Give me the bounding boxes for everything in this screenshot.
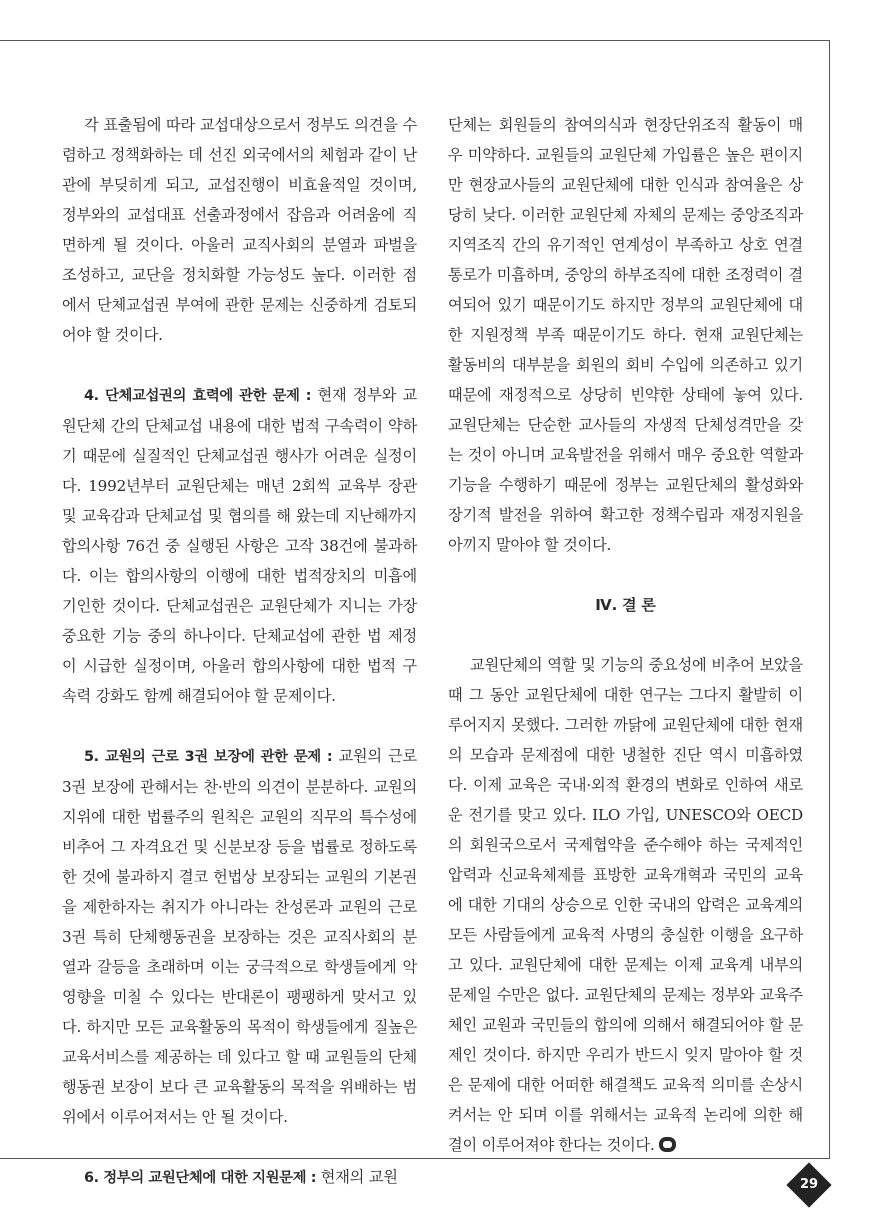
right-rule [829, 40, 830, 1158]
left-column [62, 110, 417, 1193]
left-paragraph-1: 각 표출됨에 따라 교섭대상으로서 정부도 의견을 수렴하고 정책화하는 데 선진 외국에서의 체험과 같이 난관에 부딪히게 되고, 교섭진행이 비효율적일 것이며, 정부와의 교섭대표 선출과정에서 잡음과 어려움에 직면하게 될 것이다. 아울러 교직사회의 분열과 파벌을 조성하고, 교단을 정치화할 가능성도 높다. 이러한 점에서 단체교섭권 부여에 관한 문제는 신중하게 검토되어야 할 것이다. [62, 116, 417, 344]
section-heading: Ⅳ. 결 론 [595, 596, 656, 614]
item-6-paragraph [62, 1162, 417, 1193]
page-number: 29 [799, 1177, 819, 1192]
right-paragraph-1: 단체는 회원들의 참여의식과 현장단위조직 활동이 매우 미약하다. 교원들의 교원단체 가입률은 높은 편이지만 현장교사들의 교원단체에 대한 인식과 참여율은 상당히 낮다. 이러한 교원단체 자체의 문제는 중앙조직과 지역조직 간의 유기적인 연계성이 부족하고 상호 연결통로가 미흡하며, 중앙의 하부조직에 대한 조정력이 결여되어 있기 때문이기도 하지만 정부의 교원단체에 대한 지원정책 부족 때문이기도 하다. 현재 교원단체는 활동비의 대부분을 회원의 회비 수입에 의존하고 있기 때문에 재정적으로 상당히 빈약한 상태에 놓여 있다. 교원단체는 단순한 교사들의 자생적 단체성격만을 갖는 것이 아니며 교육발전을 위해서 매우 중요한 역할과 기능을 수행하기 때문에 정부는 교원단체의 활성화와 장기적 발전을 위하여 확고한 정책수립과 재정지원을 아끼지 말아야 할 것이다. [448, 116, 803, 554]
item-6-heading: 6. 정부의 교원단체에 대한 지원문제 : [84, 1170, 317, 1186]
item-5-heading: 5. 교원의 근로 3권 보장에 관한 문제 : [84, 749, 333, 765]
item-4-heading: 4. 단체교섭권의 효력에 관한 문제 : [84, 388, 312, 404]
item-5-body: 교원의 근로 3권 보장에 관해서는 찬·반의 의견이 분분하다. 교원의 지위에 대한 법률주의 원칙은 교원의 직무의 특수성에 비추어 그 자격요건 및 신분보장 등을 법률로 정하도록 한 것에 불과하지 결코 헌법상 보장되는 교원의 기본권을 제한하자는 취지가 아니라는 찬성론과 교원의 근로 3권 특히 단체행동권을 보장하는 것은 교직사회의 분열과 갈등을 초래하며 이는 궁극적으로 학생들에게 악영향을 미칠 수 있다는 반대론이 팽팽하게 맞서고 있다. 하지만 모든 교육활동의 목적이 학생들에게 질높은 교육서비스를 제공하는 데 있다고 할 때 교원들의 단체행동권 보장이 보다 큰 교육활동의 목적을 위배하는 범위에서 이루어져서는 안 될 것이다. [62, 747, 417, 1126]
conclusion-text: 교원단체의 역할 및 기능의 중요성에 비추어 보았을 때 그 동안 교원단체에 대한 연구는 그다지 활발히 이루어지지 못했다. 그러한 까닭에 교원단체에 대한 현재의 모습과 문제점에 대한 냉철한 진단 역시 미흡하였다. 이제 교육은 국내·외적 환경의 변화로 인하여 새로운 전기를 맞고 있다. ILO 가입, UNESCO와 OECD의 회원국으로서 국제협약을 준수해야 하는 국제적인 압력과 신교육체제를 표방한 교육개혁과 국민의 교육에 대한 기대의 상승으로 인한 국내의 압력은 교육계의 모든 사람들에게 교육적 사명의 충실한 이행을 요구하고 있다. 교원단체에 대한 문제는 이제 교육계 내부의 문제일 수만은 없다. 교원단체의 문제는 정부와 교육주체인 교원과 국민들의 합의에 의해서 해결되어야 할 문제인 것이다. 하지만 우리가 반드시 잊지 말아야 할 것은 문제에 대한 어떠한 해결책도 교육적 의미를 손상시켜서는 안 되며 이를 위해서는 교육적 논리에 의한 해결이 이루어져야 한다는 것이다. [448, 656, 803, 1154]
conclusion-paragraph [448, 650, 803, 1160]
item-5-paragraph [62, 741, 417, 1132]
item-4-body: 현재 정부와 교원단체 간의 단체교섭 내용에 대한 법적 구속력이 약하기 때문에 실질적인 단체교섭권 행사가 어려운 실정이다. 1992년부터 교원단체는 매년 2회씩 교육부 장관 및 교육감과 단체교섭 및 협의를 해 왔는데 지난해까지 합의사항 76건 중 실행된 사항은 고작 38건에 불과하다. 이는 합의사항의 이행에 대한 법적장치의 미흡에 기인한 것이다. 단체교섭권은 교원단체가 지니는 가장 중요한 기능 중의 하나이다. 단체교섭에 관한 법 제정이 시급한 실정이며, 아울러 합의사항에 대한 법적 구속력 강화도 함께 해결되어야 할 문제이다. [62, 386, 417, 705]
item-6-body: 현재의 교원 [316, 1168, 398, 1186]
item-4-paragraph [62, 380, 417, 711]
right-column [448, 110, 803, 1160]
end-mark-logo-icon [659, 1137, 676, 1152]
top-rule [0, 40, 830, 41]
